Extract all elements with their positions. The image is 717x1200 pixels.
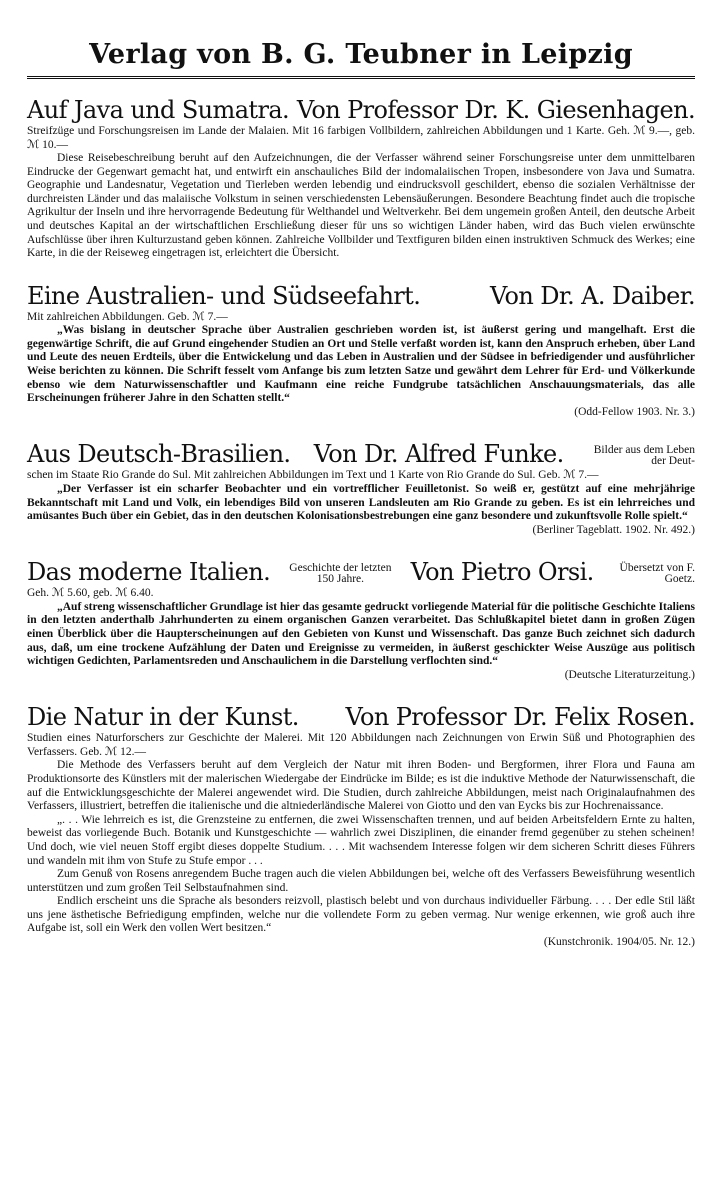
review-source-row	[27, 406, 695, 420]
book-author: Von Professor Dr. K. Giesenhagen.	[296, 96, 695, 124]
book-subtitle: Geh. ℳ 5.60, geb. ℳ 6.40.	[27, 587, 154, 600]
review-quote: „Auf streng wissenschaftlicher Grundlage ist hier das gesamte gedruckt vorliegende Material für die politische Geschichte Italiens in den letzten anderthalb Jahrhunderten zu einem organischen Ganzen verarbeitet. Das Schlußkapitel bietet dann in großen Zügen einen Überblick über die Haupterscheinungen auf den Gebieten von Kunst und Wissenschaft. Das ganze Buch zeichnet sich dadurch aus, daß, um eine trockene Aufzählung der Daten und Ereignisse zu vermeiden, in äußerst geschickter Weise Auszüge aus politisch wichtigen Gedichten, Parlamentsreden und Anschaulichem in die Darstellung verflochten sind.“	[27, 600, 695, 668]
book-title: Eine Australien- und Südseefahrt.	[27, 281, 421, 310]
review-source: (Odd-Fellow 1903. Nr. 3.)	[574, 405, 695, 418]
book-entry	[27, 559, 695, 682]
book-subtitle: schen im Staate Rio Grande do Sul. Mit zahlreichen Abbildungen im Text und 1 Karte von Rio Grande do Sul. Geb. ℳ 7.—	[27, 469, 599, 482]
header-rule	[27, 76, 695, 79]
review-source: (Berliner Tageblatt. 1902. Nr. 492.)	[532, 523, 695, 536]
book-title: Auf Java und Sumatra.	[27, 96, 290, 124]
book-entry	[27, 704, 695, 949]
review-quote: Zum Genuß von Rosens anregendem Buche tragen auch die vielen Abbildungen bei, welche oft des Verfassers Beweisführung wesentlich unterstützen und zum großen Teil Selbstaufnahmen sind.	[27, 868, 695, 894]
book-side-note: Übersetzt von F. Goetz.	[619, 562, 695, 586]
title-row	[27, 97, 695, 123]
review-quote: „Was bislang in deutscher Sprache über Australien geschrieben worden ist, ist äußerst gering und mangelhaft. Erst die gegenwärtige Schrift, die auf Grund eingehender Studien an Ort und Stelle verfaßt worden ist, kann den Anspruch erheben, über Land und Leute des neuen Erdteils, über die Entwickelung und das Leben in Australien und der Südsee in befriedigender und ausführlicher Weise berichten zu können. Die Schrift fesselt vom Anfange bis zum letzten Satze und gewährt dem Lehrer für Erd- und Völkerkunde ebenso wie dem Naturwissenschaftler und Kaufmann eine reiche Fundgrube tatsächlichen Anschauungsmaterials, das alle Erscheinungen früherer Jahre in den Schatten stellt.“	[27, 324, 695, 405]
review-source: (Deutsche Literaturzeitung.)	[564, 668, 695, 681]
publisher-header: Verlag von B. G. Teubner in Leipzig	[89, 39, 633, 70]
book-subtitle: Studien eines Naturforschers zur Geschichte der Malerei. Mit 120 Abbildungen nach Zeichnungen von Erwin Süß und Photographien des Verfassers. Geb. ℳ 12.—	[27, 732, 695, 758]
book-title: Aus Deutsch-Brasilien.	[27, 440, 291, 469]
title-row	[27, 704, 695, 730]
title-row	[27, 441, 695, 467]
book-author: Von Professor Dr. Felix Rosen.	[345, 703, 695, 732]
book-author: Von Pietro Orsi.	[410, 558, 594, 587]
book-entry	[27, 283, 695, 420]
book-description: Die Methode des Verfassers beruht auf dem Vergleich der Natur mit ihren Boden- und Bergformen, ihrer Flora und Fauna am Produktionsorte des Künstlers mit der malerischen Wiedergabe der Eindrücke im Bilde; es ist die induktive Methode der Naturwissenschaft, die auf die Entwicklungsgeschichte der Malerei angewendet wird. Die Studien, durch zahlreiche Abbildungen, meist nach Originalaufnahmen des Verfassers, illustriert, betreffen die italienische und die altniederländische Malerei von Giotto und den van Eycks bis zur Hochrenaissance.	[27, 759, 695, 813]
book-subtitle: Mit zahlreichen Abbildungen. Geb. ℳ 7.—	[27, 310, 228, 323]
book-author: Von Dr. Alfred Funke.	[313, 440, 564, 469]
book-mid-note: Geschichte der letzten 150 Jahre.	[289, 562, 392, 586]
book-description: Diese Reisebeschreibung beruht auf den Aufzeichnungen, die der Verfasser während seiner Forschungsreise unter dem unmittelbaren Eindrucke der Gegenwart gemacht hat, und entwirft ein anschauliches Bild der indomalaiischen Tropen, insbesondere von Java und Sumatra. Geographie und Landesnatur, Vegetation und Tierleben werden lebendig und eindrucksvoll geschildert, ebenso die sozialen Verhältnisse der durchreisten Länder und das malaiische Volkstum in seinen verschiedensten Lebensäußerungen. Besondere Beachtung findet auch die tropische Agrikultur der Inseln und ihre hervorragende Bedeutung für Welthandel und Weltverkehr. Bei dem ungemein großen Anteil, den deutsche Arbeit und deutsches Kapital an der wirtschaftlichen Erschließung dieser für uns so wichtigen Länder haben, wird das Buch vielen erwünschte Aufschlüsse über ihren Kulturzustand geben können. Zahlreiche Vollbilder und Textfiguren bilden einen instruktiven Schmuck des Werkes; eine Karte, in die der Reiseweg eingetragen ist, erleichtert die Übersicht.	[27, 152, 695, 260]
book-title: Das moderne Italien.	[27, 558, 271, 587]
review-source-row	[27, 669, 695, 683]
review-source-row	[27, 936, 695, 950]
title-row	[27, 283, 695, 309]
book-entry	[27, 441, 695, 537]
book-author: Von Dr. A. Daiber.	[489, 281, 695, 310]
book-subtitle: Streifzüge und Forschungsreisen im Lande der Malaien. Mit 16 farbigen Vollbildern, zahlreichen Abbildungen und 1 Karte. Geh. ℳ 9.—, geb. ℳ 10.—	[27, 125, 695, 151]
book-side-note: Bilder aus dem Leben der Deut-	[593, 444, 695, 468]
book-entry	[27, 97, 695, 261]
review-quote: Endlich erscheint uns die Sprache als besonders reizvoll, plastisch belebt und von durchaus individueller Färbung. . . . Der edle Stil läßt uns jene ästhetische Befriedigung empfinden, welche nur die vollendete Form zu geben vermag. Nur wenige erkennen, wie groß auch ihre Aufgabe ist, soll ein Werk den vollen Wert besitzen.“	[27, 895, 695, 935]
book-title: Die Natur in der Kunst.	[27, 703, 299, 732]
review-quote: „. . . Wie lehrreich es ist, die Grenzsteine zu entfernen, die zwei Wissenschaften trennen, und auf beiden Arbeitsfeldern Ernte zu halten, beweist das vorliegende Buch. Botanik und Kunstgeschichte — wahrlich zwei Disziplinen, die einander fremd gegenüber zu stehen scheinen! Und doch, wie viel neuen Stoff ergibt dieses doppelte Studium. . . . Mit wachsendem Interesse folgen wir dem sicheren Schritt dieses Führers und wandeln mit ihm von Stufe zu Stufe empor . . .	[27, 813, 695, 867]
review-quote: „Der Verfasser ist ein scharfer Beobachter und ein vortrefflicher Feuilletonist. So weiß er, gestützt auf eine mehrjährige Bekanntschaft mit Land und Volk, ein lebendiges Bild von unseren Landsleuten am Rio Grande zu geben. Es ist ein lehrreiches und amüsantes Buch über ein Gebiet, das in den deutschen Kolonisationsbestrebungen eine ganz besondere und zukunftsvolle Rolle spielt.“	[27, 482, 695, 523]
title-row	[27, 559, 695, 585]
review-source: (Kunstchronik. 1904/05. Nr. 12.)	[543, 936, 695, 949]
review-source-row	[27, 524, 695, 538]
